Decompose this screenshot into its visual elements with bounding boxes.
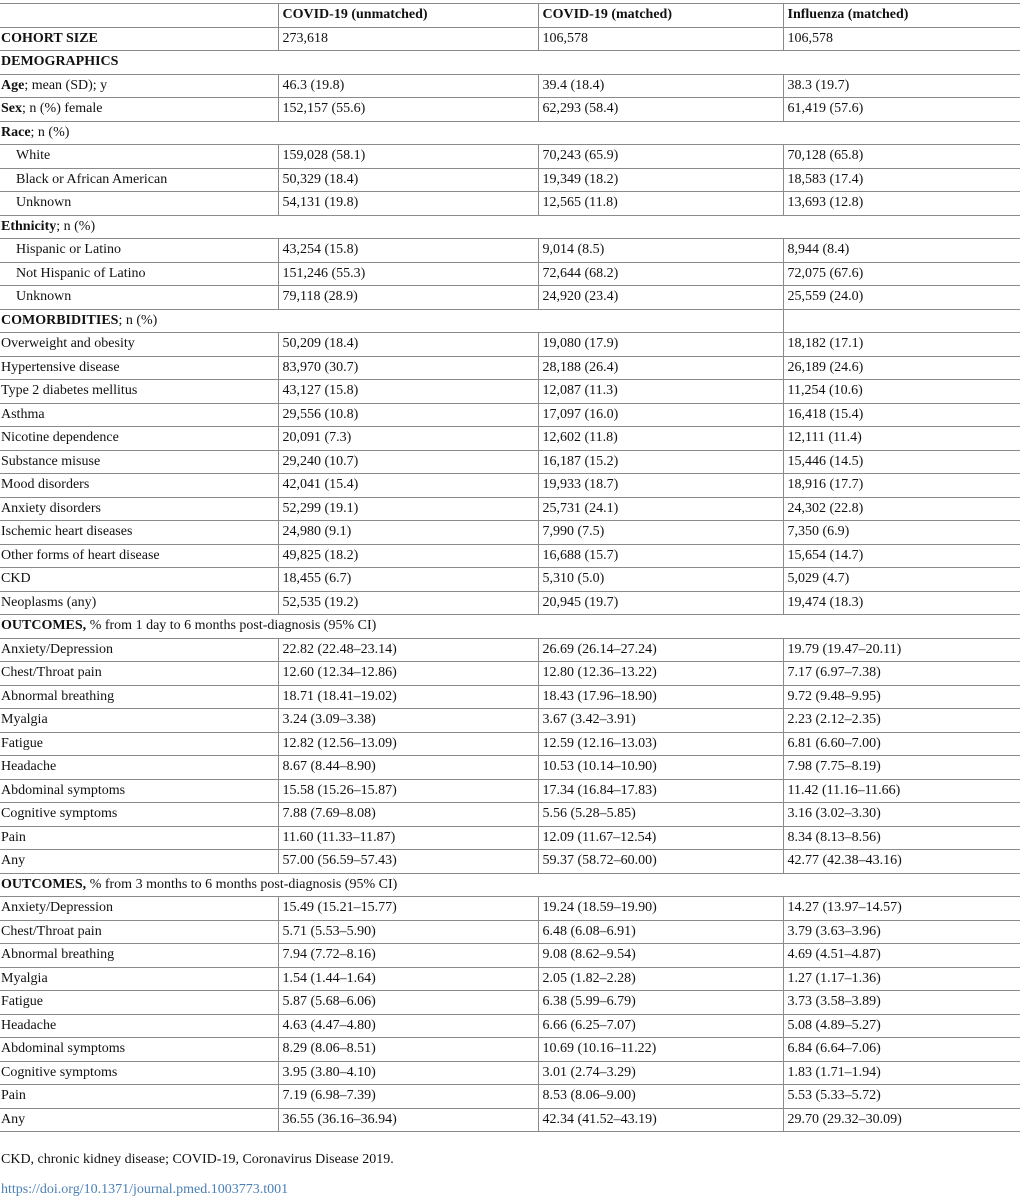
value-cell: 7.94 (7.72–8.16) (278, 944, 538, 968)
table-row (0, 732, 1020, 756)
value-cell: 13,693 (12.8) (783, 192, 1020, 216)
row-label-text: ; mean (SD); y (24, 77, 108, 93)
row-label (0, 615, 1020, 639)
row-label-text: Chest/Throat pain (1, 665, 102, 681)
value-cell: 1.54 (1.44–1.64) (278, 967, 538, 991)
row-label-text: Not Hispanic of Latino (16, 265, 146, 281)
value-cell: 7,990 (7.5) (538, 521, 783, 545)
row-label-text: Hispanic or Latino (16, 242, 121, 258)
value-cell: 39.4 (18.4) (538, 74, 783, 98)
value-cell: 8.29 (8.06–8.51) (278, 1038, 538, 1062)
row-label-text: Fatigue (1, 735, 43, 751)
row-label-bold: OUTCOMES, (1, 618, 87, 634)
value-cell: 17,097 (16.0) (538, 403, 783, 427)
value-cell: 19.24 (18.59–19.90) (538, 897, 783, 921)
row-label (0, 450, 278, 474)
value-cell: 9.08 (8.62–9.54) (538, 944, 783, 968)
value-cell: 151,246 (55.3) (278, 262, 538, 286)
table-row (0, 1038, 1020, 1062)
value-cell: 24,302 (22.8) (783, 497, 1020, 521)
table-row (0, 74, 1020, 98)
value-cell: 15,654 (14.7) (783, 544, 1020, 568)
row-label-bold: Race (1, 124, 31, 140)
row-label-bold: DEMOGRAPHICS (1, 54, 119, 70)
table-row (0, 1108, 1020, 1132)
value-cell: 50,329 (18.4) (278, 168, 538, 192)
table-body (0, 27, 1020, 1132)
value-cell: 70,128 (65.8) (783, 145, 1020, 169)
value-cell: 38.3 (19.7) (783, 74, 1020, 98)
row-label-text: Unknown (16, 289, 72, 305)
value-cell: 57.00 (56.59–57.43) (278, 850, 538, 874)
header-cell-influenza-matched: Influenza (matched) (783, 4, 1020, 28)
row-label (0, 850, 278, 874)
value-cell: 25,731 (24.1) (538, 497, 783, 521)
value-cell: 3.01 (2.74–3.29) (538, 1061, 783, 1085)
row-label (0, 521, 278, 545)
value-cell: 2.23 (2.12–2.35) (783, 709, 1020, 733)
value-cell: 16,418 (15.4) (783, 403, 1020, 427)
table-row (0, 145, 1020, 169)
section-header-row (0, 51, 1020, 75)
value-cell: 19.79 (19.47–20.11) (783, 638, 1020, 662)
row-label-text: CKD (1, 571, 31, 587)
value-cell: 7,350 (6.9) (783, 521, 1020, 545)
value-cell: 5,310 (5.0) (538, 568, 783, 592)
header-cell-covid-unmatched: COVID-19 (unmatched) (278, 4, 538, 28)
table-row (0, 1014, 1020, 1038)
row-label (0, 309, 783, 333)
row-label (0, 239, 278, 263)
header-cell-covid-matched: COVID-19 (matched) (538, 4, 783, 28)
value-cell: 12.09 (11.67–12.54) (538, 826, 783, 850)
row-label-bold: Age (1, 77, 25, 93)
value-cell: 42,041 (15.4) (278, 474, 538, 498)
value-cell: 3.95 (3.80–4.10) (278, 1061, 538, 1085)
value-cell: 11.60 (11.33–11.87) (278, 826, 538, 850)
row-label-text: Myalgia (1, 712, 48, 728)
value-cell: 19,349 (18.2) (538, 168, 783, 192)
table-row (0, 497, 1020, 521)
value-cell: 52,535 (19.2) (278, 591, 538, 615)
row-label (0, 1014, 278, 1038)
row-label-text: Other forms of heart disease (1, 547, 160, 563)
row-label (0, 51, 1020, 75)
value-cell: 36.55 (36.16–36.94) (278, 1108, 538, 1132)
row-label (0, 568, 278, 592)
value-cell: 18.43 (17.96–18.90) (538, 685, 783, 709)
value-cell: 79,118 (28.9) (278, 286, 538, 310)
value-cell: 42.77 (42.38–43.16) (783, 850, 1020, 874)
row-label (0, 380, 278, 404)
row-label (0, 803, 278, 827)
value-cell: 18,583 (17.4) (783, 168, 1020, 192)
row-label-text: Black or African American (16, 171, 168, 187)
section-header-row (0, 615, 1020, 639)
value-cell: 20,945 (19.7) (538, 591, 783, 615)
row-label (0, 638, 278, 662)
row-label-text: Abdominal symptoms (1, 782, 126, 798)
value-cell: 29.70 (29.32–30.09) (783, 1108, 1020, 1132)
row-label-text: Asthma (1, 406, 45, 422)
row-label (0, 779, 278, 803)
value-cell: 24,980 (9.1) (278, 521, 538, 545)
value-cell: 15,446 (14.5) (783, 450, 1020, 474)
table-row (0, 1085, 1020, 1109)
row-label (0, 732, 278, 756)
value-cell: 106,578 (783, 27, 1020, 51)
value-cell: 24,920 (23.4) (538, 286, 783, 310)
value-cell: 10.69 (10.16–11.22) (538, 1038, 783, 1062)
value-cell: 12,602 (11.8) (538, 427, 783, 451)
row-label-text: % from 3 months to 6 months post-diagnosis (95% CI) (86, 876, 398, 892)
value-cell: 106,578 (538, 27, 783, 51)
table-row (0, 168, 1020, 192)
value-cell: 3.67 (3.42–3.91) (538, 709, 783, 733)
row-label (0, 121, 1020, 145)
value-cell: 19,080 (17.9) (538, 333, 783, 357)
row-label-bold: COHORT SIZE (1, 30, 98, 46)
value-cell: 16,187 (15.2) (538, 450, 783, 474)
value-cell: 18,455 (6.7) (278, 568, 538, 592)
section-header-row (0, 309, 1020, 333)
value-cell: 12.82 (12.56–13.09) (278, 732, 538, 756)
row-label (0, 1085, 278, 1109)
value-cell: 59.37 (58.72–60.00) (538, 850, 783, 874)
section-header-row (0, 215, 1020, 239)
row-label-text: Fatigue (1, 994, 43, 1010)
value-cell: 22.82 (22.48–23.14) (278, 638, 538, 662)
value-cell: 83,970 (30.7) (278, 356, 538, 380)
value-cell: 26.69 (26.14–27.24) (538, 638, 783, 662)
row-label (0, 168, 278, 192)
row-label-text: Pain (1, 1088, 26, 1104)
table-row (0, 98, 1020, 122)
value-cell: 12,111 (11.4) (783, 427, 1020, 451)
table-row (0, 380, 1020, 404)
row-label-text: Any (1, 853, 26, 869)
table-row (0, 638, 1020, 662)
value-cell: 9.72 (9.48–9.95) (783, 685, 1020, 709)
row-label (0, 262, 278, 286)
value-cell: 52,299 (19.1) (278, 497, 538, 521)
table-row (0, 991, 1020, 1015)
value-cell: 5.08 (4.89–5.27) (783, 1014, 1020, 1038)
section-header-row (0, 121, 1020, 145)
header-cell-label (0, 4, 278, 28)
value-cell: 3.79 (3.63–3.96) (783, 920, 1020, 944)
row-label-text: Headache (1, 759, 57, 775)
row-label (0, 286, 278, 310)
row-label-text: Anxiety/Depression (1, 641, 113, 657)
row-label-text: Chest/Throat pain (1, 923, 102, 939)
row-label (0, 685, 278, 709)
value-cell: 5.56 (5.28–5.85) (538, 803, 783, 827)
value-cell: 11,254 (10.6) (783, 380, 1020, 404)
value-cell: 54,131 (19.8) (278, 192, 538, 216)
value-cell: 12,087 (11.3) (538, 380, 783, 404)
table-row (0, 1061, 1020, 1085)
row-label (0, 873, 1020, 897)
value-cell: 9,014 (8.5) (538, 239, 783, 263)
row-label-text: Myalgia (1, 970, 48, 986)
value-cell: 8.67 (8.44–8.90) (278, 756, 538, 780)
row-label (0, 333, 278, 357)
row-label-text: Unknown (16, 195, 72, 211)
value-cell: 20,091 (7.3) (278, 427, 538, 451)
row-label-text: White (16, 148, 51, 164)
value-cell: 4.63 (4.47–4.80) (278, 1014, 538, 1038)
row-label-text: Neoplasms (any) (1, 594, 97, 610)
value-cell: 273,618 (278, 27, 538, 51)
value-cell: 5.71 (5.53–5.90) (278, 920, 538, 944)
row-label-bold: COMORBIDITIES (1, 312, 119, 328)
value-cell: 17.34 (16.84–17.83) (538, 779, 783, 803)
row-label-text: ; n (%) female (22, 101, 103, 117)
row-label-text: Hypertensive disease (1, 359, 120, 375)
row-label-text: Pain (1, 829, 26, 845)
value-cell: 159,028 (58.1) (278, 145, 538, 169)
value-cell: 7.19 (6.98–7.39) (278, 1085, 538, 1109)
value-cell: 6.66 (6.25–7.07) (538, 1014, 783, 1038)
table-row (0, 474, 1020, 498)
row-label (0, 427, 278, 451)
value-cell: 5.87 (5.68–6.06) (278, 991, 538, 1015)
row-label-text: Overweight and obesity (1, 336, 135, 352)
table-row (0, 27, 1020, 51)
value-cell: 6.48 (6.08–6.91) (538, 920, 783, 944)
section-header-row (0, 873, 1020, 897)
value-cell: 8.53 (8.06–9.00) (538, 1085, 783, 1109)
table-row (0, 591, 1020, 615)
row-label-text: Abdominal symptoms (1, 1041, 126, 1057)
table-row (0, 286, 1020, 310)
row-label (0, 1061, 278, 1085)
table-row (0, 568, 1020, 592)
value-cell: 7.98 (7.75–8.19) (783, 756, 1020, 780)
data-table (0, 3, 1020, 1132)
value-cell: 152,157 (55.6) (278, 98, 538, 122)
table-row (0, 779, 1020, 803)
value-cell: 10.53 (10.14–10.90) (538, 756, 783, 780)
row-label (0, 756, 278, 780)
value-cell: 50,209 (18.4) (278, 333, 538, 357)
table-row (0, 356, 1020, 380)
value-cell: 19,933 (18.7) (538, 474, 783, 498)
value-cell: 62,293 (58.4) (538, 98, 783, 122)
row-label (0, 1108, 278, 1132)
row-label-text: ; n (%) (30, 124, 70, 140)
row-label-text: ; n (%) (118, 312, 158, 328)
table-row (0, 803, 1020, 827)
row-label-text: % from 1 day to 6 months post-diagnosis (95% CI) (86, 618, 377, 634)
value-cell: 5,029 (4.7) (783, 568, 1020, 592)
value-cell: 12.59 (12.16–13.03) (538, 732, 783, 756)
row-label-bold: Sex (1, 101, 22, 117)
value-cell: 46.3 (19.8) (278, 74, 538, 98)
row-label-text: Anxiety/Depression (1, 900, 113, 916)
row-label (0, 944, 278, 968)
value-cell: 1.27 (1.17–1.36) (783, 967, 1020, 991)
value-cell: 3.24 (3.09–3.38) (278, 709, 538, 733)
value-cell: 43,254 (15.8) (278, 239, 538, 263)
table-row (0, 544, 1020, 568)
value-cell: 15.49 (15.21–15.77) (278, 897, 538, 921)
value-cell: 15.58 (15.26–15.87) (278, 779, 538, 803)
row-label (0, 403, 278, 427)
value-cell: 61,419 (57.6) (783, 98, 1020, 122)
value-cell: 6.84 (6.64–7.06) (783, 1038, 1020, 1062)
table-row (0, 826, 1020, 850)
row-label (0, 991, 278, 1015)
row-label (0, 591, 278, 615)
value-cell: 3.16 (3.02–3.30) (783, 803, 1020, 827)
row-label-bold: Ethnicity (1, 218, 57, 234)
row-label-text: Substance misuse (1, 453, 101, 469)
value-cell: 26,189 (24.6) (783, 356, 1020, 380)
table-row (0, 662, 1020, 686)
row-label-bold: OUTCOMES, (1, 876, 87, 892)
table-row (0, 967, 1020, 991)
row-label (0, 474, 278, 498)
value-cell: 6.38 (5.99–6.79) (538, 991, 783, 1015)
value-cell: 72,075 (67.6) (783, 262, 1020, 286)
table-row (0, 920, 1020, 944)
row-label-text: Ischemic heart diseases (1, 524, 133, 540)
row-label (0, 145, 278, 169)
table-row (0, 709, 1020, 733)
table-row (0, 262, 1020, 286)
value-cell: 6.81 (6.60–7.00) (783, 732, 1020, 756)
value-cell: 16,688 (15.7) (538, 544, 783, 568)
value-cell: 4.69 (4.51–4.87) (783, 944, 1020, 968)
table-row (0, 450, 1020, 474)
value-cell: 49,825 (18.2) (278, 544, 538, 568)
row-label (0, 1038, 278, 1062)
row-label (0, 74, 278, 98)
value-cell: 43,127 (15.8) (278, 380, 538, 404)
row-label-text: Abnormal breathing (1, 947, 115, 963)
row-label-text: Headache (1, 1017, 57, 1033)
row-label-text: Abnormal breathing (1, 688, 115, 704)
value-cell: 70,243 (65.9) (538, 145, 783, 169)
table-row (0, 685, 1020, 709)
table-row (0, 427, 1020, 451)
row-label-text: Mood disorders (1, 477, 90, 493)
value-cell: 11.42 (11.16–11.66) (783, 779, 1020, 803)
value-cell: 12.80 (12.36–13.22) (538, 662, 783, 686)
value-cell: 19,474 (18.3) (783, 591, 1020, 615)
value-cell: 7.88 (7.69–8.08) (278, 803, 538, 827)
row-label (0, 497, 278, 521)
row-label-text: Anxiety disorders (1, 500, 101, 516)
row-label-text: Nicotine dependence (1, 430, 119, 446)
table-row (0, 192, 1020, 216)
value-cell: 25,559 (24.0) (783, 286, 1020, 310)
value-cell: 29,556 (10.8) (278, 403, 538, 427)
value-cell: 8.34 (8.13–8.56) (783, 826, 1020, 850)
table-row (0, 897, 1020, 921)
row-label (0, 967, 278, 991)
value-cell: 12,565 (11.8) (538, 192, 783, 216)
value-cell: 8,944 (8.4) (783, 239, 1020, 263)
row-label (0, 27, 278, 51)
value-cell: 5.53 (5.33–5.72) (783, 1085, 1020, 1109)
value-cell: 2.05 (1.82–2.28) (538, 967, 783, 991)
row-label (0, 192, 278, 216)
row-label (0, 98, 278, 122)
row-label (0, 897, 278, 921)
value-cell: 42.34 (41.52–43.19) (538, 1108, 783, 1132)
row-label (0, 826, 278, 850)
row-label (0, 709, 278, 733)
row-label-text: ; n (%) (56, 218, 96, 234)
value-cell: 28,188 (26.4) (538, 356, 783, 380)
doi-link[interactable]: https://doi.org/10.1371/journal.pmed.1003773.t001 (1, 1182, 289, 1197)
row-label-text: Cognitive symptoms (1, 806, 118, 822)
row-label (0, 662, 278, 686)
value-cell: 18.71 (18.41–19.02) (278, 685, 538, 709)
table-header-row (0, 4, 1020, 28)
value-cell: 18,916 (17.7) (783, 474, 1020, 498)
table-row (0, 850, 1020, 874)
row-label (0, 544, 278, 568)
row-label-text: Cognitive symptoms (1, 1064, 118, 1080)
value-cell: 3.73 (3.58–3.89) (783, 991, 1020, 1015)
value-cell: 29,240 (10.7) (278, 450, 538, 474)
value-cell: 12.60 (12.34–12.86) (278, 662, 538, 686)
table-row (0, 333, 1020, 357)
table-row (0, 403, 1020, 427)
table-row (0, 944, 1020, 968)
value-cell: 72,644 (68.2) (538, 262, 783, 286)
empty-cell (783, 309, 1020, 333)
table-row (0, 756, 1020, 780)
value-cell: 7.17 (6.97–7.38) (783, 662, 1020, 686)
value-cell: 18,182 (17.1) (783, 333, 1020, 357)
table-row (0, 521, 1020, 545)
row-label (0, 215, 1020, 239)
row-label-text: Any (1, 1111, 26, 1127)
row-label (0, 920, 278, 944)
row-label (0, 356, 278, 380)
table-row (0, 239, 1020, 263)
table-footnote: CKD, chronic kidney disease; COVID-19, Coronavirus Disease 2019. (1, 1152, 394, 1167)
row-label-text: Type 2 diabetes mellitus (1, 383, 138, 399)
value-cell: 14.27 (13.97–14.57) (783, 897, 1020, 921)
value-cell: 1.83 (1.71–1.94) (783, 1061, 1020, 1085)
